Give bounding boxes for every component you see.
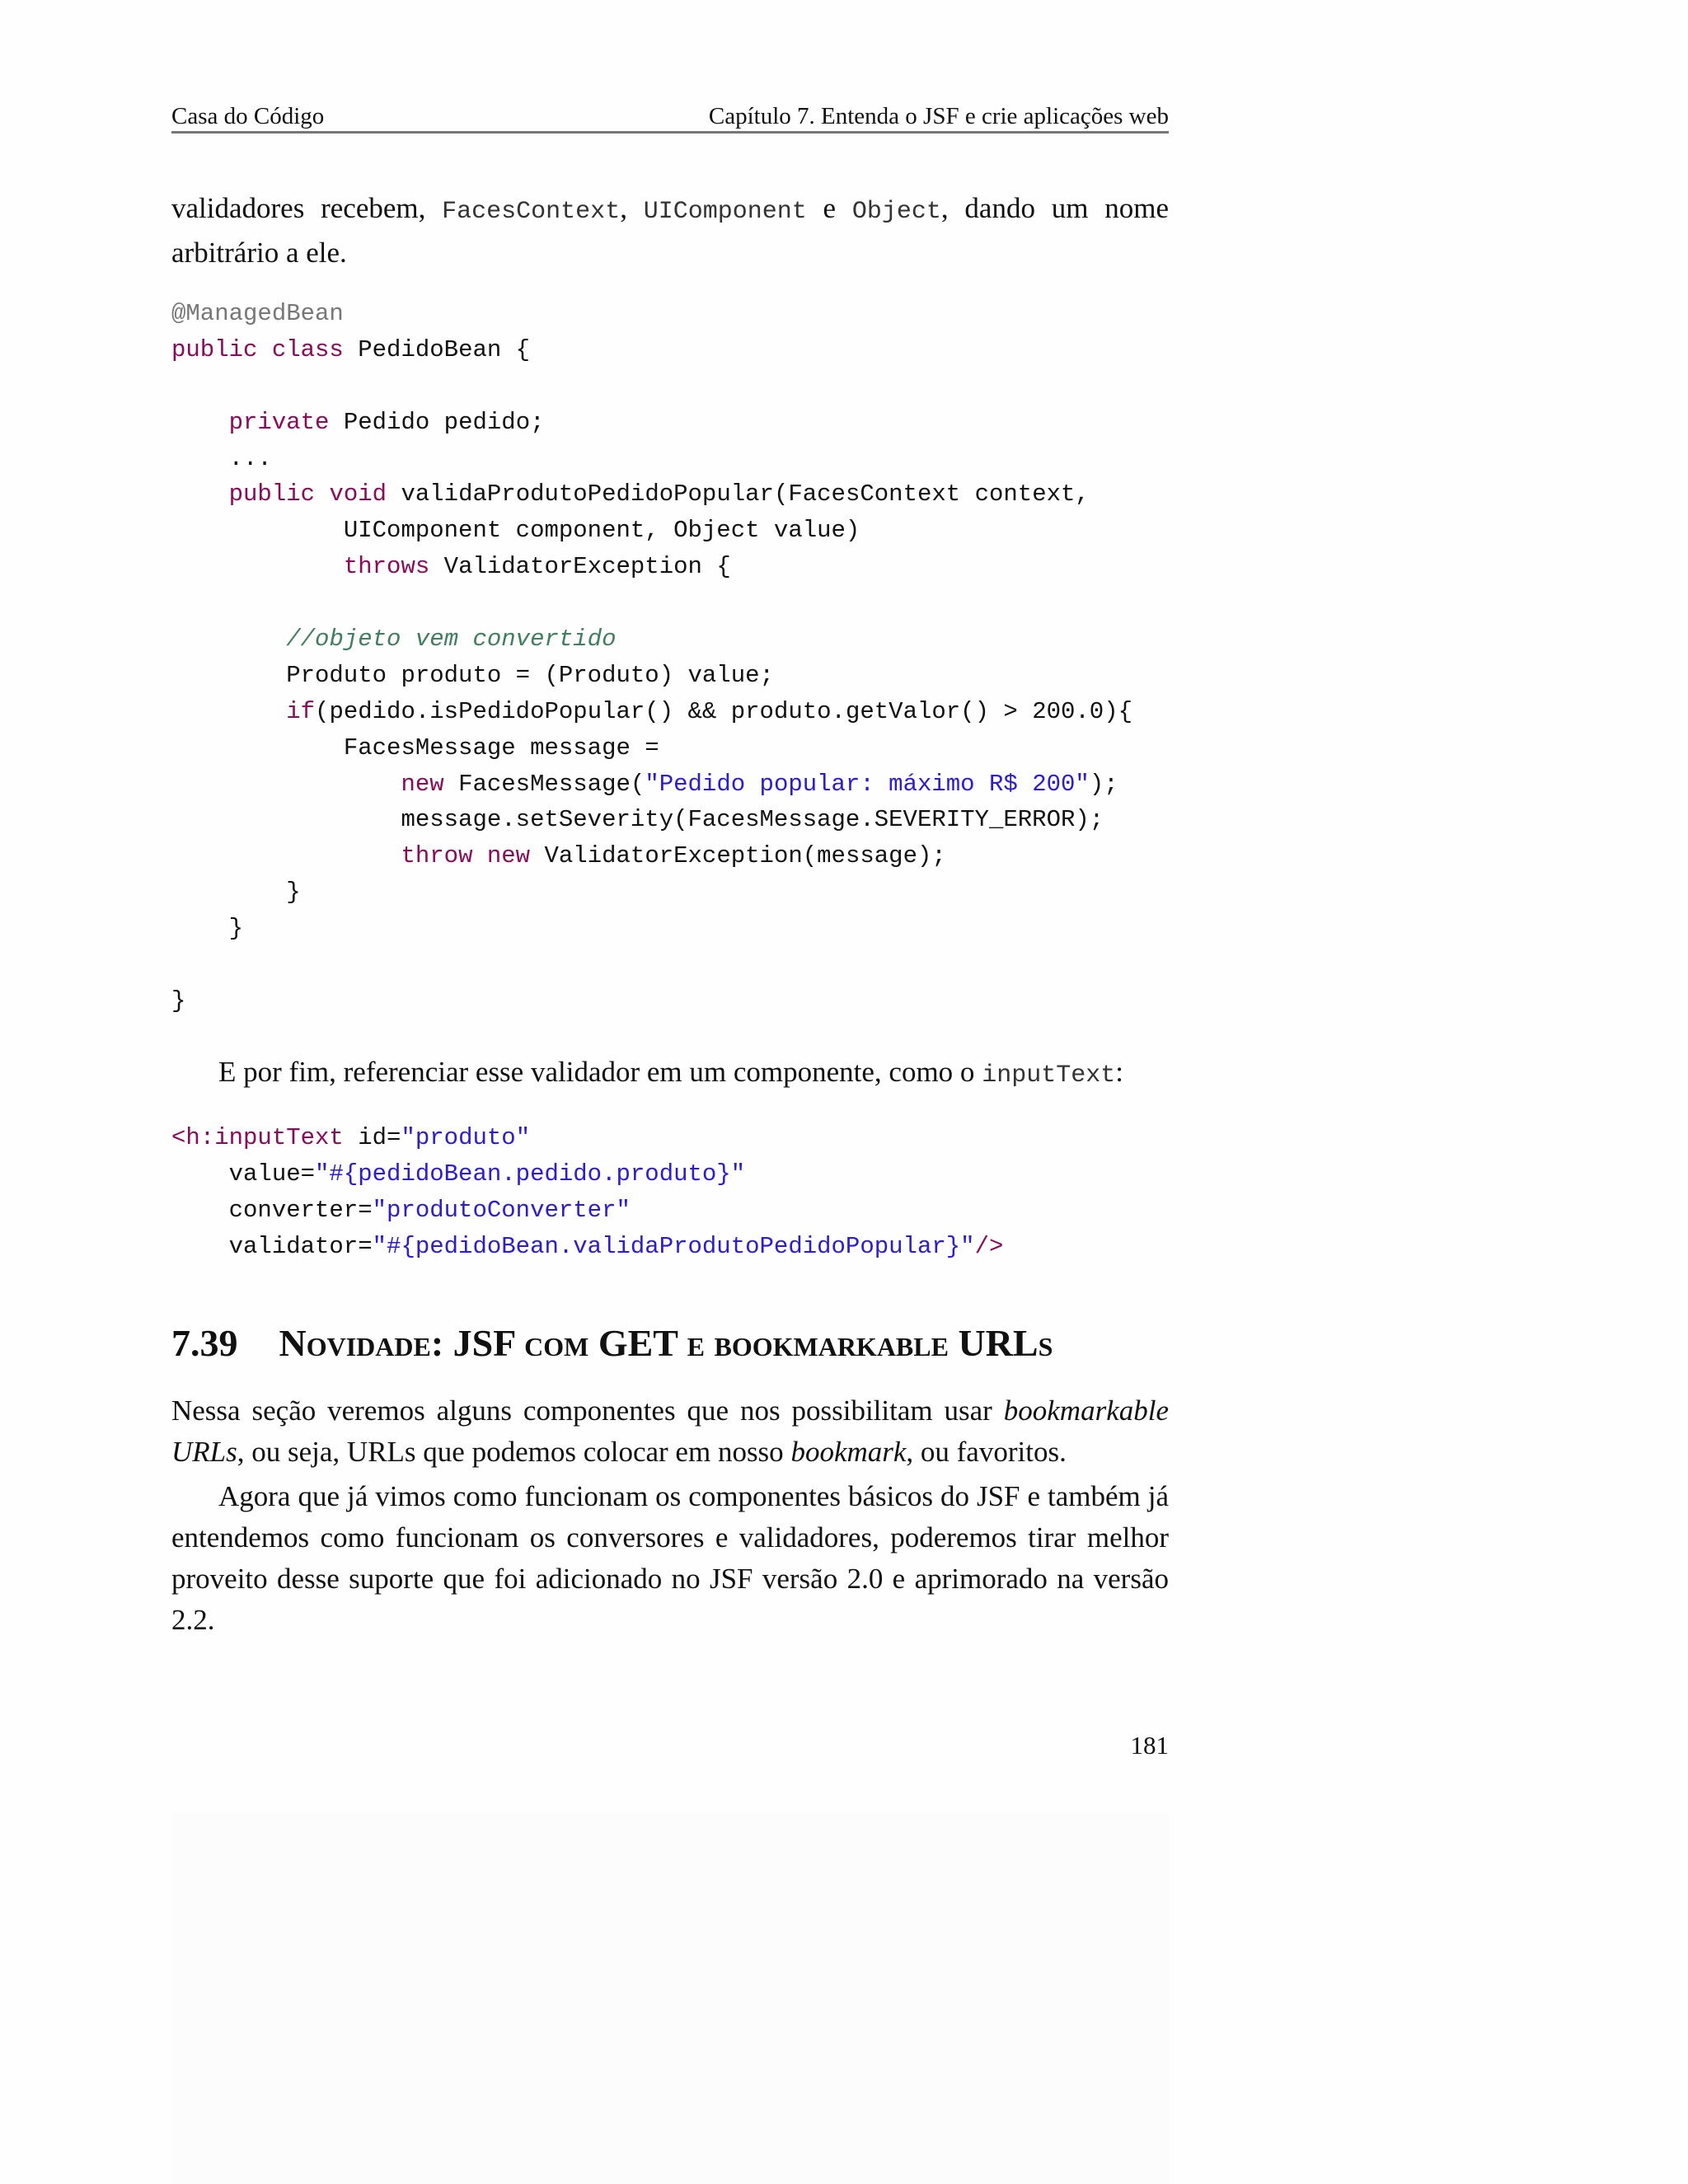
running-header	[171, 97, 1169, 130]
code-line	[171, 332, 1169, 368]
text: , dando um nome arbitrário a ele.	[171, 192, 1169, 269]
java-code-block	[171, 296, 1169, 1019]
code-token: FacesMessage message =	[171, 733, 659, 762]
code-line	[171, 838, 1169, 874]
code-token: }	[171, 987, 186, 1015]
code-token: //objeto vem convertido	[286, 626, 617, 654]
code-line	[171, 658, 1169, 694]
code-line	[171, 405, 1169, 441]
text: ,	[620, 192, 644, 224]
code-line	[171, 1156, 1169, 1193]
code-token: "Pedido popular: máximo R$ 200"	[645, 770, 1090, 798]
code-line	[171, 1193, 1169, 1229]
emphasis: bookmark	[790, 1436, 907, 1468]
code-token: PedidoBean {	[343, 335, 531, 363]
code-line	[171, 368, 1169, 405]
xhtml-code-block	[171, 1120, 1169, 1265]
code-token: <h:inputText	[171, 1124, 344, 1151]
code-token	[171, 626, 286, 653]
page-bottom-area	[171, 1813, 1169, 2184]
code-token: "#{pedidoBean.validaProdutoPedidoPopular}"	[372, 1232, 975, 1260]
section-number: 7.39	[171, 1322, 238, 1364]
section-heading	[171, 1321, 1169, 1365]
code-token	[171, 771, 401, 798]
code-token: public void	[228, 480, 387, 509]
code-token: "#{pedidoBean.pedido.produto}"	[315, 1160, 746, 1188]
inline-code: UIComponent	[643, 198, 807, 226]
code-token: FacesMessage(	[443, 770, 645, 798]
code-line	[171, 874, 1169, 911]
code-line	[171, 983, 1169, 1019]
code-token: ValidatorException(message);	[530, 842, 946, 870]
code-token: throws	[343, 553, 430, 581]
code-token	[171, 480, 229, 508]
code-line	[171, 441, 1169, 477]
emphasis: bookmarkable URLs	[171, 1394, 1169, 1468]
code-token: if	[286, 697, 316, 725]
code-line	[171, 585, 1169, 621]
code-token: throw new	[401, 842, 531, 870]
code-token: (pedido.isPedidoPopular() && produto.getValor() > 200.0){	[315, 697, 1133, 725]
inline-code: FacesContext	[442, 198, 621, 226]
code-token: }	[171, 915, 244, 943]
code-token: />	[974, 1232, 1004, 1260]
code-token: new	[401, 770, 444, 798]
text: Nessa seção veremos alguns componentes que nos possibilitam usar	[171, 1394, 1004, 1427]
code-token	[171, 409, 229, 436]
page-number: 181	[1130, 1731, 1169, 1760]
code-line	[171, 730, 1169, 766]
code-line	[171, 476, 1169, 513]
code-token: @ManagedBean	[171, 300, 344, 327]
code-token: private	[228, 408, 330, 436]
code-line	[171, 296, 1169, 332]
code-token: value=	[171, 1160, 316, 1188]
header-rule	[171, 131, 1169, 134]
code-token: public class	[171, 335, 344, 363]
code-token: validaProdutoPedidoPopular(FacesContext context,	[387, 480, 1090, 509]
code-line	[171, 694, 1169, 730]
code-token: Produto produto = (Produto) value;	[171, 661, 774, 689]
code-line	[171, 513, 1169, 549]
code-line	[171, 621, 1169, 658]
code-token: id=	[343, 1124, 401, 1151]
code-line	[171, 911, 1169, 947]
paragraph: Agora que já vimos como funcionam os componentes básicos do JSF e também já entendemos como funcionam os conversores e validadores, poderemos tirar melhor proveito desse suporte que foi adicionado no JSF versão 2.0 e aprimorado na versão 2.2.	[171, 1480, 1169, 1636]
text: , ou favoritos.	[906, 1436, 1067, 1468]
inline-code: inputText	[982, 1062, 1116, 1090]
code-line	[171, 1120, 1169, 1156]
intro-paragraph	[171, 188, 1169, 274]
header-book-title: Casa do Código	[171, 103, 325, 129]
code-token: message.setSeverity(FacesMessage.SEVERITY_ERROR);	[171, 806, 1104, 834]
inline-code: Object	[851, 198, 941, 226]
code-line	[171, 947, 1169, 983]
code-token: );	[1089, 770, 1118, 798]
code-token: UIComponent component, Object value)	[171, 517, 860, 545]
code-token: validator=	[171, 1232, 373, 1260]
text: :	[1115, 1056, 1123, 1088]
code-line	[171, 766, 1169, 803]
section-body	[171, 1390, 1169, 1641]
code-token: "produtoConverter"	[372, 1196, 631, 1224]
code-token: Pedido pedido;	[329, 408, 545, 436]
text: e	[806, 192, 852, 224]
header-chapter-title: Capítulo 7. Entenda o JSF e crie aplicações web	[708, 103, 1169, 129]
code-line	[171, 549, 1169, 585]
code-token: "produto"	[401, 1124, 531, 1151]
section-title: Novidade: JSF com GET e bookmarkable URLs	[279, 1322, 1053, 1364]
middle-paragraph	[171, 1052, 1169, 1096]
code-token	[171, 842, 401, 869]
code-line	[171, 1229, 1169, 1265]
code-token	[171, 698, 286, 725]
code-token: converter=	[171, 1196, 373, 1224]
text: , ou seja, URLs que podemos colocar em nosso	[237, 1436, 791, 1468]
code-token: }	[171, 879, 301, 907]
code-token: ...	[171, 444, 272, 472]
code-token: ValidatorException {	[429, 553, 731, 581]
code-line	[171, 802, 1169, 838]
code-token	[171, 553, 344, 580]
text: E por fim, referenciar esse validador em um componente, como o	[218, 1056, 982, 1088]
text: validadores recebem,	[171, 192, 443, 224]
